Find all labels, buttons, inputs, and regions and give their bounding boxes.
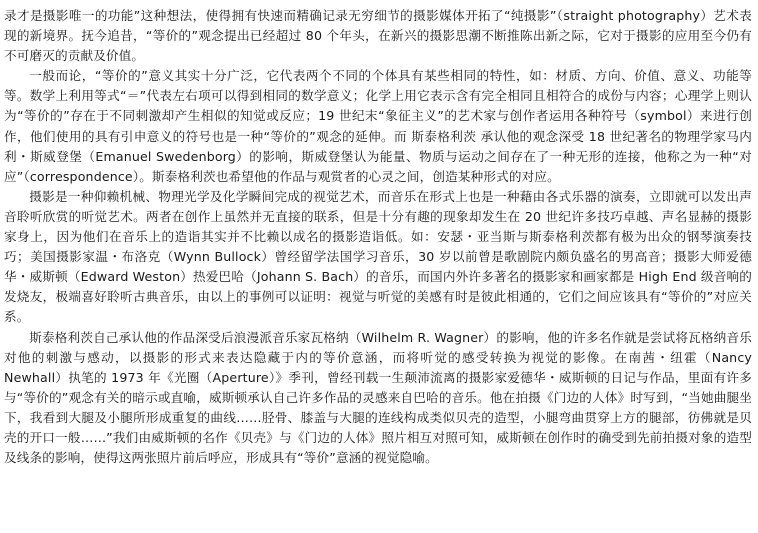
paragraph-equivalence-meaning: 一般而论，“等价的”意义其实十分广泛，它代表两个不同的个体具有某些相同的特性，如：材质、方向、价值、意义、功能等等。数学上利用等式“＝”代表左右项可以得到相同的数学意义；化学上用它表示含有完全相同且相符合的成份与内容；心理学上则认为“等价的”存在于不同刺激却产生相似的知觉或反应；19 世纪末“象征主义”的艺术家与创作者运用各种符号（symbol）来进行创作，他们使用的具有引申意义的符号也是一种“等价的”观念的延伸。而 斯泰格利茨 承认他的观念深受 18 世纪著名的物理学家马内利・斯威登堡（Emanuel Swedenborg）的影响，斯威登堡认为能量、物质与运动之间存在了一种无形的连接，他称之为一种“对应”（correspondence）。斯泰格利茨也希望他的作品与观赏者的心灵之间，创造某种形式的对应。 [4, 68, 752, 184]
paragraph-intro-continuation: 录才是摄影唯一的功能”这种想法，使得拥有快速而精确记录无穷细节的摄影媒体开拓了“纯摄影”（straight photography）艺术表现的新境界。抚今追昔，“等价的”观念提出已经超过 80 个年头，在新兴的摄影思潮不断推陈出新之际，它对于摄影的应用至今仍有不可磨灭的贡献及价值。 [4, 8, 752, 64]
paragraph-photography-and-music: 摄影是一种仰赖机械、物理光学及化学瞬间完成的视觉艺术，而音乐在形式上也是一种藉由各式乐器的演奏，立即就可以发出声音聆听欣赏的听觉艺术。两者在创作上虽然并无直接的联系，但是十分有趣的现象却发生在 20 世纪许多技巧卓越、声名显赫的摄影家身上，因为他们在音乐上的造诣其实并不比赖以成名的摄影造诣低。如：安瑟・亚当斯与斯泰格利茨都有极为出众的钢琴演奏技巧；美国摄影家温・布洛克（Wynn Bullock）曾经留学法国学习音乐，30 岁以前曾是歌剧院内颇负盛名的男高音；摄影大师爱德华・威斯顿（Edward Weston）热爱巴哈（Johann S. Bach）的音乐，而国内外许多著名的摄影家和画家都是 High End 级音响的发烧友，极端喜好聆听古典音乐，由以上的事例可以证明：视觉与听觉的美感有时是彼此相通的，它们之间应该具有“等价的”对应关系。 [4, 188, 752, 325]
paragraph-stieglitz-weston: 斯泰格利茨自己承认他的作品深受后浪漫派音乐家瓦格纳（Wilhelm R. Wagner）的影响，他的许多名作就是尝试将瓦格纳音乐对他的刺激与感动，以摄影的形式来表达隐藏于内的等价意涵，而将听觉的感受转换为视觉的影像。在南茜・纽霍（Nancy Newhall）执笔的 1973 年《光圈（Aperture）》季刊，曾经刊载一生颠沛流离的摄影家爱德华・威斯顿的日记与作品，里面有许多与“等价的”观念有关的暗示或直喻，威斯顿承认自己许多作品的灵感来自巴哈的音乐。他在拍摄《门边的人体》时写到，“当她曲腿坐下，我看到大腿及小腿所形成重复的曲线……胫骨、膝盖与大腿的连线构成类似贝壳的造型，小腿弯曲贯穿上方的腿部，彷佛就是贝壳的开口一般……”我们由威斯顿的名作《贝壳》与《门边的人体》照片相互对照可知，威斯顿在创作时的确受到先前拍摄对象的造型及线条的影响，使得这两张照片前后呼应，形成具有“等价”意涵的视觉隐喻。 [4, 329, 752, 466]
